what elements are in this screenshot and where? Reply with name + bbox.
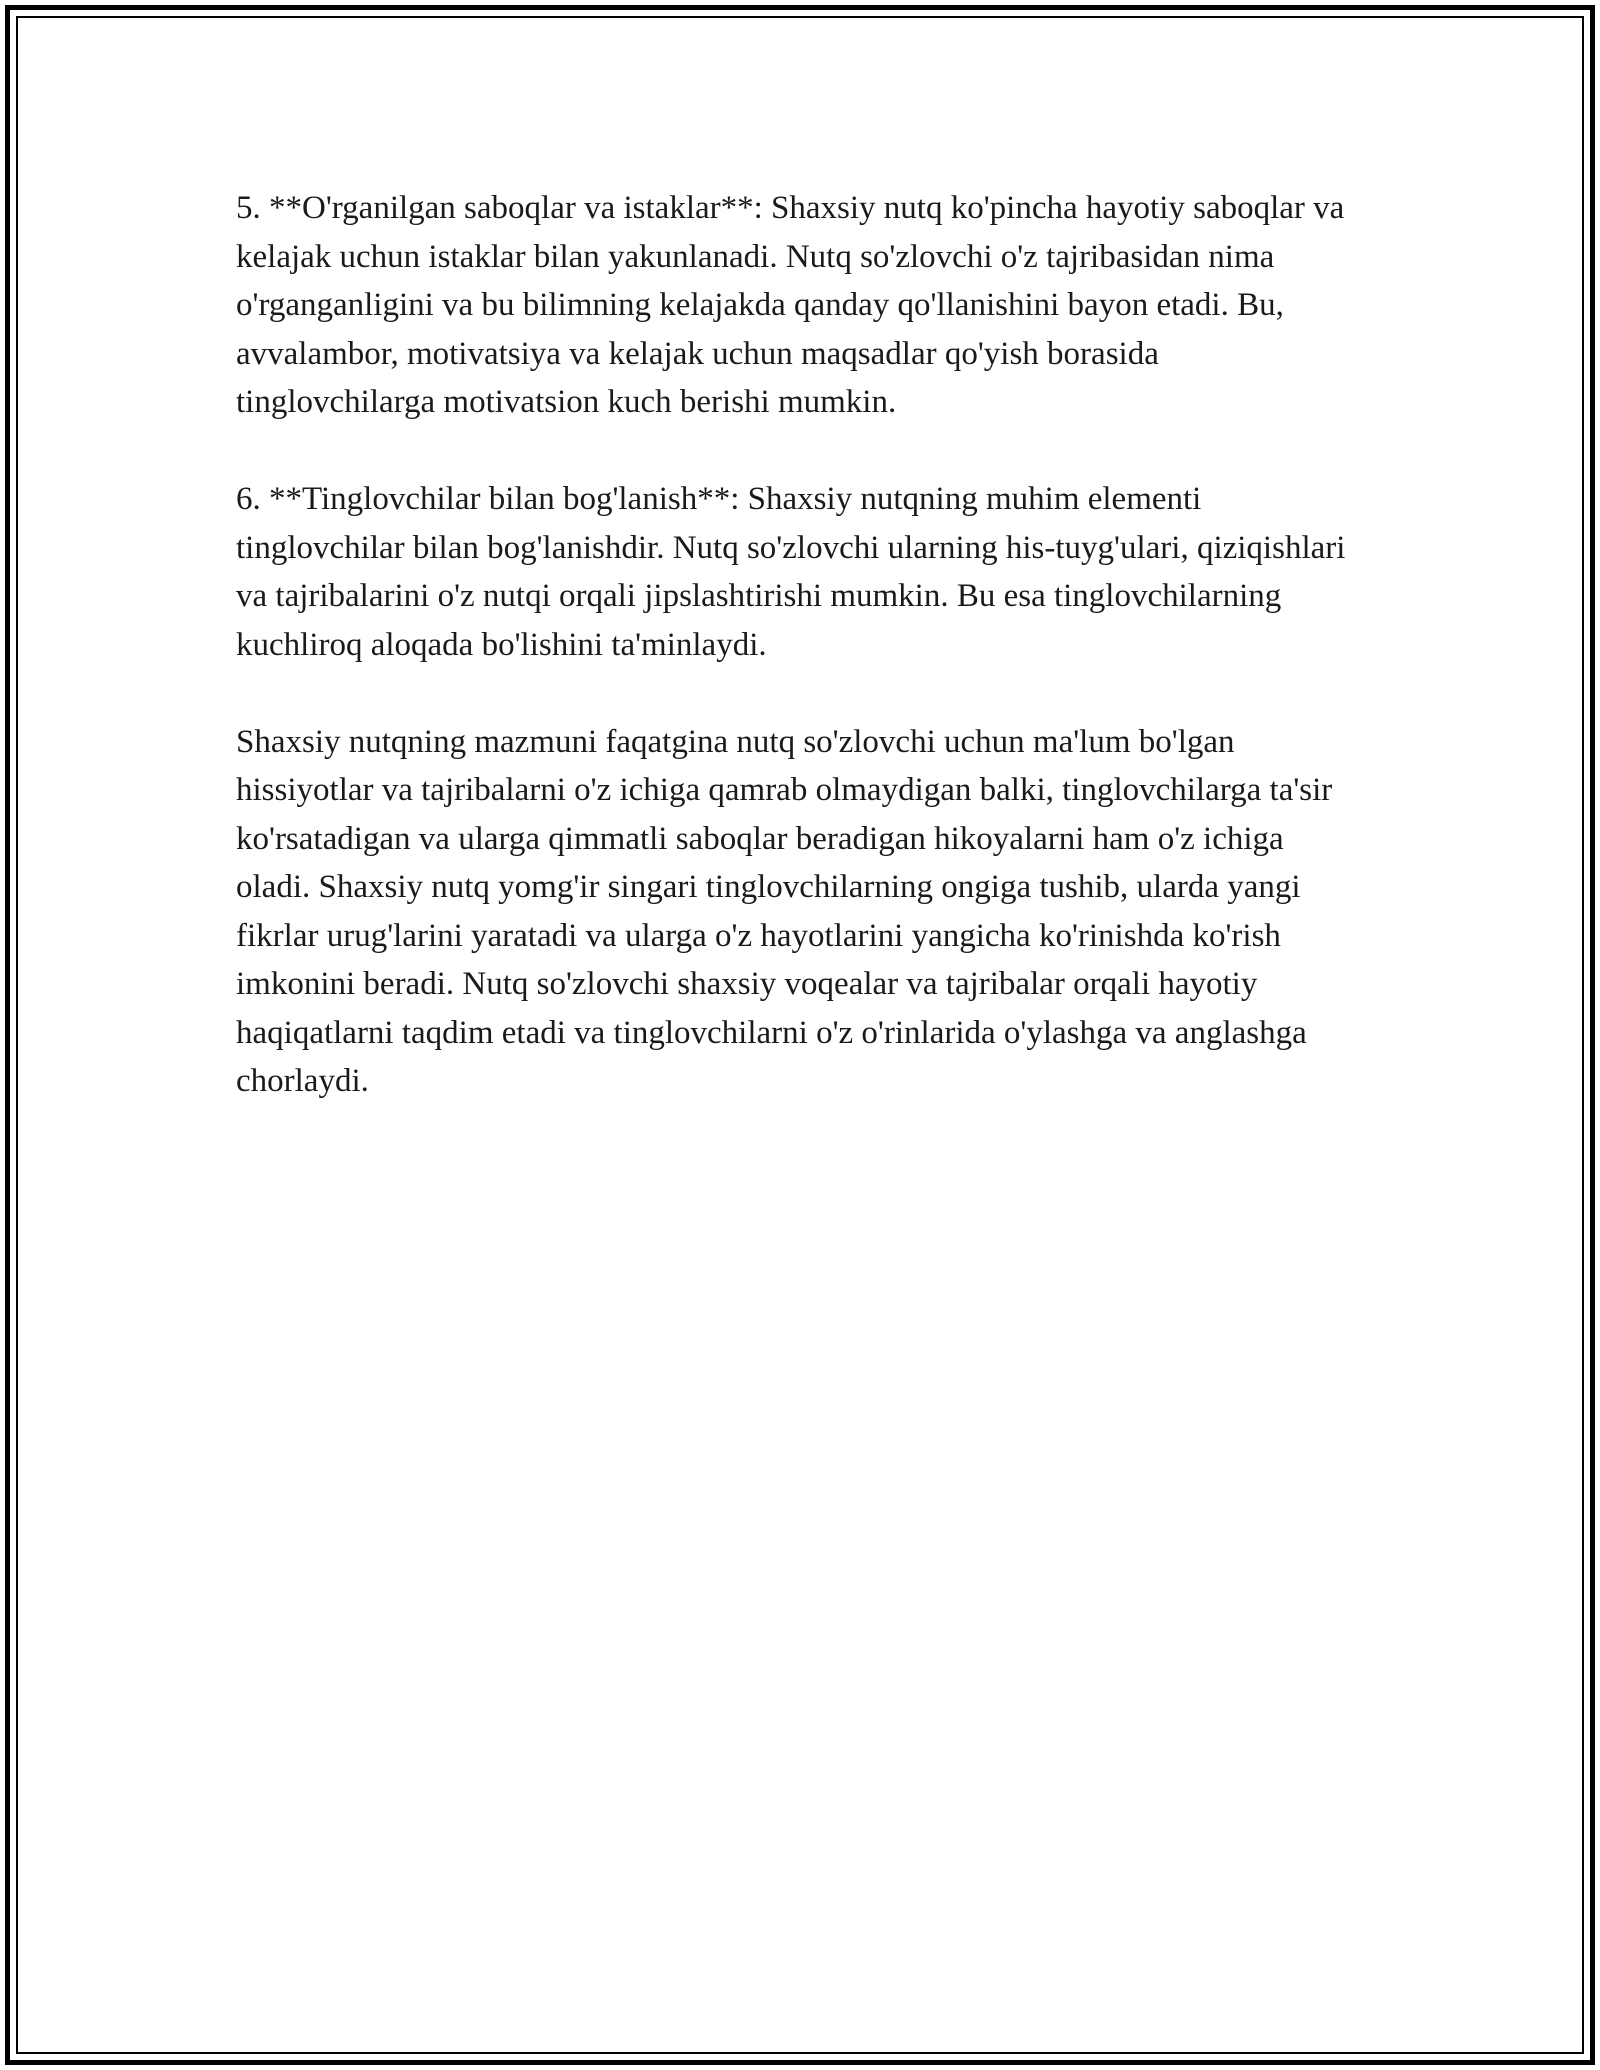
paragraph-summary: Shaxsiy nutqning mazmuni faqatgina nutq so'zlovchi uchun ma'lum bo'lgan hissiyotlar va tajribalarni o'z ichiga qamrab olmaydigan balki, tinglovchilarga ta'sir ko'rsatadigan va ularga qimmatli saboqlar beradigan hikoyalarni ham o'z ichiga oladi. Shaxsiy nutq yomg'ir singari tinglovchilarning ongiga tushib, ularda yangi fikrlar urug'larini yaratadi va ularga o'z hayotlarini yangicha ko'rinishda ko'rish imkonini beradi. Nutq so'zlovchi shaxsiy voqealar va tajribalar orqali hayotiy haqiqatlarni taqdim etadi va tinglovchilarni o'z o'rinlarida o'ylashga va anglashga chorlaydi. xyxy=(236,723,1333,1099)
paragraph-audience-connection: 6. **Tinglovchilar bilan bog'lanish**: Shaxsiy nutqning muhim elementi tinglovchilar bilan bog'lanishdir. Nutq so'zlovchi ularning his-tuyg'ulari, qiziqishlari va tajribalarini o'z nutqi orqali jipslashtirishi mumkin. Bu esa tinglovchilarning kuchliroq aloqada bo'lishini ta'minlaydi. xyxy=(236,481,1346,663)
document-body xyxy=(236,184,1366,1154)
paragraph-lessons-and-wishes: 5. **O'rganilgan saboqlar va istaklar**: Shaxsiy nutq ko'pincha hayotiy saboqlar va kelajak uchun istaklar bilan yakunlanadi. Nutq so'zlovchi o'z tajribasidan nima o'rganganligini va bu bilimning kelajakda qanday qo'llanishini bayon etadi. Bu, avvalambor, motivatsiya va kelajak uchun maqsadlar qo'yish borasida tinglovchilarga motivatsion kuch berishi mumkin. xyxy=(236,190,1345,420)
